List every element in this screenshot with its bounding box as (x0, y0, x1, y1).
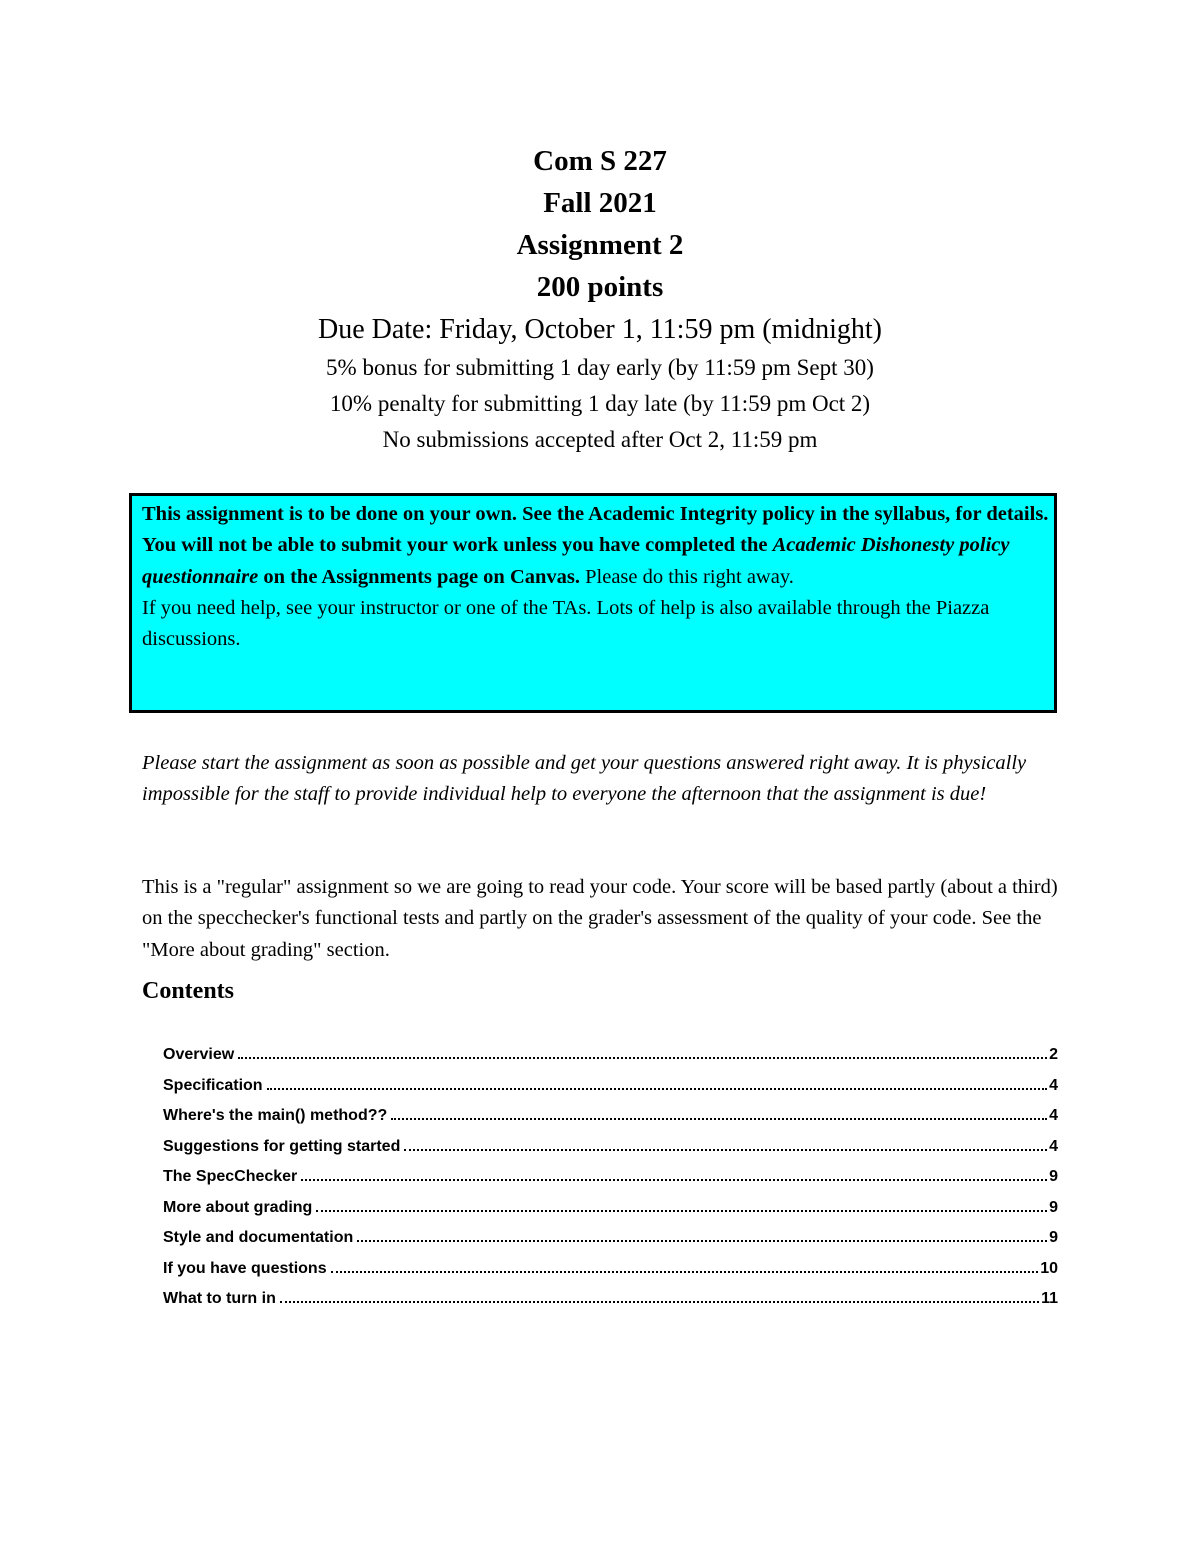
toc-dot-leader (238, 1056, 1047, 1059)
toc-dot-leader (301, 1178, 1047, 1181)
grading-paragraph: This is a "regular" assignment so we are going to read your code. Your score will be based partly (about a third) on the specchecker's functional tests and partly on the grader's assessment of the quality of your code. See the "More about grading" section. (142, 876, 1058, 961)
toc-dot-leader (280, 1300, 1039, 1303)
toc-entry-page: 11 (1041, 1290, 1058, 1307)
integrity-notice-box (129, 493, 1057, 713)
toc-entry-turn-in[interactable] (163, 1290, 1058, 1321)
table-of-contents (163, 1046, 1058, 1321)
term-title: Fall 2021 (543, 187, 657, 219)
toc-dot-leader (316, 1209, 1047, 1212)
toc-entry-getting-started[interactable] (163, 1138, 1058, 1169)
toc-entry-page: 4 (1049, 1137, 1058, 1155)
points-title: 200 points (536, 271, 664, 303)
notice-questionnaire-location: on the Assignments page on Canvas. (258, 565, 580, 588)
toc-entry-title: What to turn in (163, 1290, 276, 1307)
toc-entry-overview[interactable] (163, 1046, 1058, 1077)
toc-entry-main-method[interactable] (163, 1107, 1058, 1138)
notice-line-questionnaire (142, 530, 1054, 593)
toc-entry-title: More about grading (163, 1198, 313, 1216)
due-date: Due Date: Friday, October 1, 11:59 pm (midnight) (317, 314, 883, 345)
notice-questionnaire-lead: You will not be able to submit your work unless you have completed the (142, 534, 773, 557)
contents-heading: Contents (142, 978, 235, 1004)
toc-entry-questions[interactable] (163, 1260, 1058, 1291)
notice-questionnaire-urge: Please do this right away. (580, 565, 794, 588)
toc-entry-title: If you have questions (163, 1259, 327, 1277)
notice-line-integrity: This assignment is to be done on your own. See the Academic Integrity policy in the syllabus, for details. (142, 503, 1049, 525)
toc-entry-title: Suggestions for getting started (163, 1137, 401, 1155)
toc-entry-page: 9 (1049, 1229, 1058, 1246)
toc-entry-title: Style and documentation (163, 1229, 354, 1246)
toc-dot-leader (404, 1148, 1047, 1151)
title-block (0, 140, 1200, 458)
toc-dot-leader (331, 1270, 1039, 1273)
toc-entry-specification[interactable] (163, 1077, 1058, 1108)
toc-entry-title: Overview (163, 1046, 235, 1063)
toc-entry-page: 4 (1049, 1076, 1058, 1094)
toc-entry-grading[interactable] (163, 1199, 1058, 1230)
assignment-title: Assignment 2 (516, 229, 684, 261)
toc-entry-page: 9 (1049, 1198, 1058, 1216)
toc-dot-leader (391, 1117, 1047, 1120)
toc-entry-page: 2 (1049, 1046, 1058, 1063)
toc-entry-title: The SpecChecker (163, 1168, 298, 1185)
toc-dot-leader (357, 1239, 1047, 1242)
toc-entry-style[interactable] (163, 1229, 1058, 1260)
toc-entry-title: Where's the main() method?? (163, 1107, 388, 1124)
bonus-note: 5% bonus for submitting 1 day early (by 11:59 pm Sept 30) (326, 355, 874, 380)
notice-line-help: If you need help, see your instructor or one of the TAs. Lots of help is also available through the Piazza discussions. (142, 596, 990, 651)
course-title: Com S 227 (533, 145, 667, 177)
toc-entry-page: 9 (1049, 1168, 1058, 1185)
toc-dot-leader (267, 1087, 1048, 1090)
toc-entry-specchecker[interactable] (163, 1168, 1058, 1199)
toc-entry-page: 4 (1049, 1107, 1058, 1124)
penalty-note: 10% penalty for submitting 1 day late (by 11:59 pm Oct 2) (329, 391, 871, 416)
toc-entry-page: 10 (1040, 1259, 1058, 1277)
notice-questionnaire-name: Academic Dishonesty policy questionnaire (142, 534, 1010, 588)
start-early-paragraph: Please start the assignment as soon as possible and get your questions answered right away. It is physically impossible for the staff to provide individual help to everyone the afternoon that the assignment is due! (142, 752, 1027, 806)
cutoff-note: No submissions accepted after Oct 2, 11:59 pm (382, 427, 818, 452)
toc-entry-title: Specification (163, 1076, 263, 1094)
